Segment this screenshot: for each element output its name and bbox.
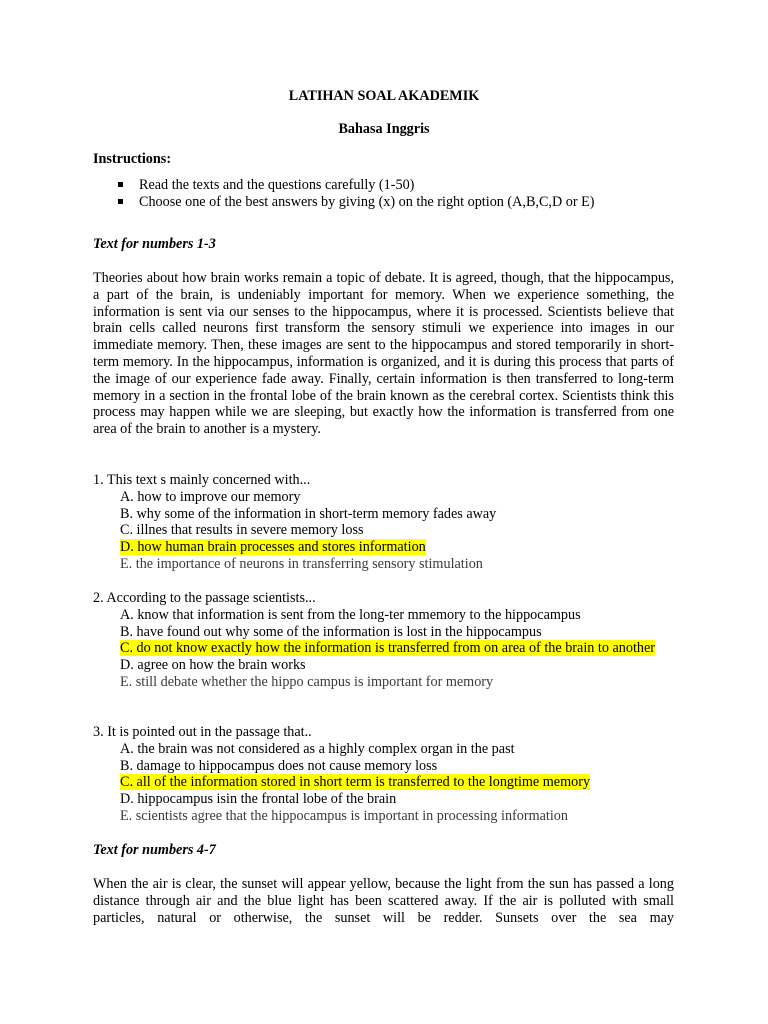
question-stem: 1. This text s mainly concerned with... bbox=[93, 472, 311, 488]
option-c[interactable] bbox=[120, 640, 674, 657]
highlighted-answer: D. how human brain processes and stores information bbox=[120, 539, 426, 556]
option-a[interactable]: A. the brain was not considered as a highly complex organ in the past bbox=[120, 740, 515, 757]
option-d[interactable]: D. agree on how the brain works bbox=[120, 657, 306, 674]
passage-2: When the air is clear, the sunset will appear yellow, because the light from the sun has passed a long distance through air and the blue light has been scattered away. If the air is polluted with small particles, natural or otherwise, the sunset will be redder. Sunsets over the sea may bbox=[93, 876, 674, 926]
option-d[interactable] bbox=[120, 539, 674, 556]
square-bullet-icon bbox=[118, 182, 123, 187]
option-b[interactable]: B. have found out why some of the information is lost in the hippocampus bbox=[120, 623, 542, 640]
option-a[interactable]: A. know that information is sent from the long-ter mmemory to the hippocampus bbox=[120, 606, 581, 623]
instruction-text: Choose one of the best answers by giving (x) on the right option (A,B,C,D or E) bbox=[139, 193, 595, 210]
option-b[interactable]: B. why some of the information in short-term memory fades away bbox=[120, 505, 497, 522]
instructions-list bbox=[118, 177, 595, 211]
instruction-item bbox=[118, 177, 595, 194]
square-bullet-icon bbox=[118, 199, 123, 204]
option-e[interactable]: E. still debate whether the hippo campus is important for memory bbox=[120, 673, 494, 690]
instructions-heading: Instructions: bbox=[93, 151, 172, 167]
passage-1: Theories about how brain works remain a topic of debate. It is agreed, though, that the hippocampus, a part of the brain, is undeniably important for memory. When we experience something, the information is sent via our senses to the hippocampus, where it is processed. Scientists believe that brain cells called neurons first transform the sensory stimuli we experience into images in our immediate memory. Then, these images are sent to the hippocampus and stored temporarily in short-term memory. In the hippocampus, information is organized, and it is during this process that parts of the image of our experience fade away. Finally, certain information is then transferred to long-term memory in a section in the frontal lobe of the brain known as the cerebral cortex. Scientists think this process may happen while we are sleeping, but exactly how the information is transferred from one area of the brain to another is a mystery. bbox=[93, 270, 674, 438]
highlighted-answer: C. all of the information stored in short term is transferred to the longtime memory bbox=[120, 774, 591, 791]
question-stem: 2. According to the passage scientists... bbox=[93, 590, 316, 606]
option-b[interactable]: B. damage to hippocampus does not cause memory loss bbox=[120, 757, 438, 774]
question-1 bbox=[93, 472, 693, 573]
question-options bbox=[120, 741, 674, 825]
option-a[interactable]: A. how to improve our memory bbox=[120, 488, 301, 505]
instruction-item bbox=[118, 194, 595, 211]
question-stem: 3. It is pointed out in the passage that.. bbox=[93, 724, 312, 740]
document-subtitle: Bahasa Inggris bbox=[338, 121, 430, 137]
section-heading-4-7: Text for numbers 4-7 bbox=[93, 842, 216, 858]
option-d[interactable]: D. hippocampus isin the frontal lobe of the brain bbox=[120, 791, 397, 808]
question-3 bbox=[93, 724, 693, 825]
option-c[interactable]: C. illnes that results in severe memory loss bbox=[120, 522, 364, 539]
section-heading-1-3: Text for numbers 1-3 bbox=[93, 236, 216, 252]
instruction-text: Read the texts and the questions carefully (1-50) bbox=[139, 177, 415, 193]
document-title: LATIHAN SOAL AKADEMIK bbox=[288, 88, 480, 104]
option-e[interactable]: E. scientists agree that the hippocampus is important in processing information bbox=[120, 807, 568, 824]
question-options bbox=[120, 489, 674, 573]
option-e[interactable]: E. the importance of neurons in transferring sensory stimulation bbox=[120, 555, 483, 572]
option-c[interactable] bbox=[120, 774, 674, 791]
question-options bbox=[120, 607, 674, 691]
highlighted-answer: C. do not know exactly how the information is transferred from on area of the brain to another bbox=[120, 640, 656, 657]
question-2 bbox=[93, 590, 693, 691]
